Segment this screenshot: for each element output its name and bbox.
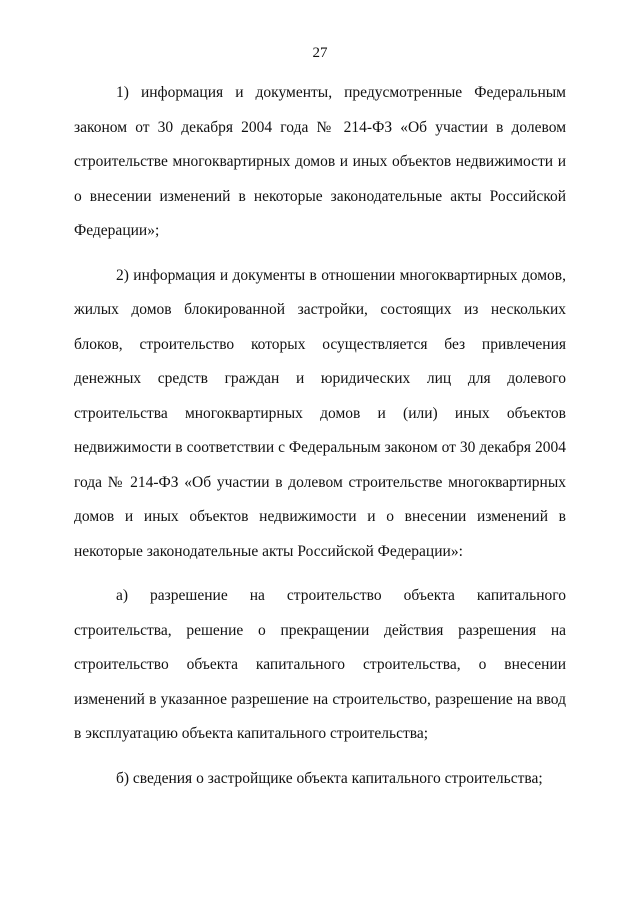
page-number: 27 bbox=[312, 45, 328, 61]
paragraph-item-2: 2) информация и документы в отношении многоквартирных домов, жилых домов блокированной застройки, состоящих из нескольких блоков, строительство которых осуществляется без привлечения денежных средств граждан и юридических лиц для долевого строительства многоквартирных домов и (или) иных объектов недвижимости в соответствии с Федеральным законом от 30 декабря 2004 года № 214-ФЗ «Об участии в долевом строительстве многоквартирных домов и иных объектов недвижимости и о внесении изменений в некоторые законодательные акты Российской Федерации»: bbox=[74, 266, 566, 560]
document-body bbox=[74, 76, 566, 806]
paragraph-subitem-b: б) сведения о застройщике объекта капитального строительства; bbox=[116, 769, 543, 787]
paragraph-item-1: 1) информация и документы, предусмотренные Федеральным законом от 30 декабря 2004 года № 214-ФЗ «Об участии в долевом строительстве многоквартирных домов и иных объектов недвижимости и о внесении изменений в некоторые законодательные акты Российской Федерации»; bbox=[74, 84, 566, 239]
paragraph-subitem-a: а) разрешение на строительство объекта капитального строительства, решение о прекращении действия разрешения на строительство объекта капитального строительства, о внесении изменений в указанное разрешение на строительство, разрешение на ввод в эксплуатацию объекта капитального строительства; bbox=[74, 587, 566, 742]
